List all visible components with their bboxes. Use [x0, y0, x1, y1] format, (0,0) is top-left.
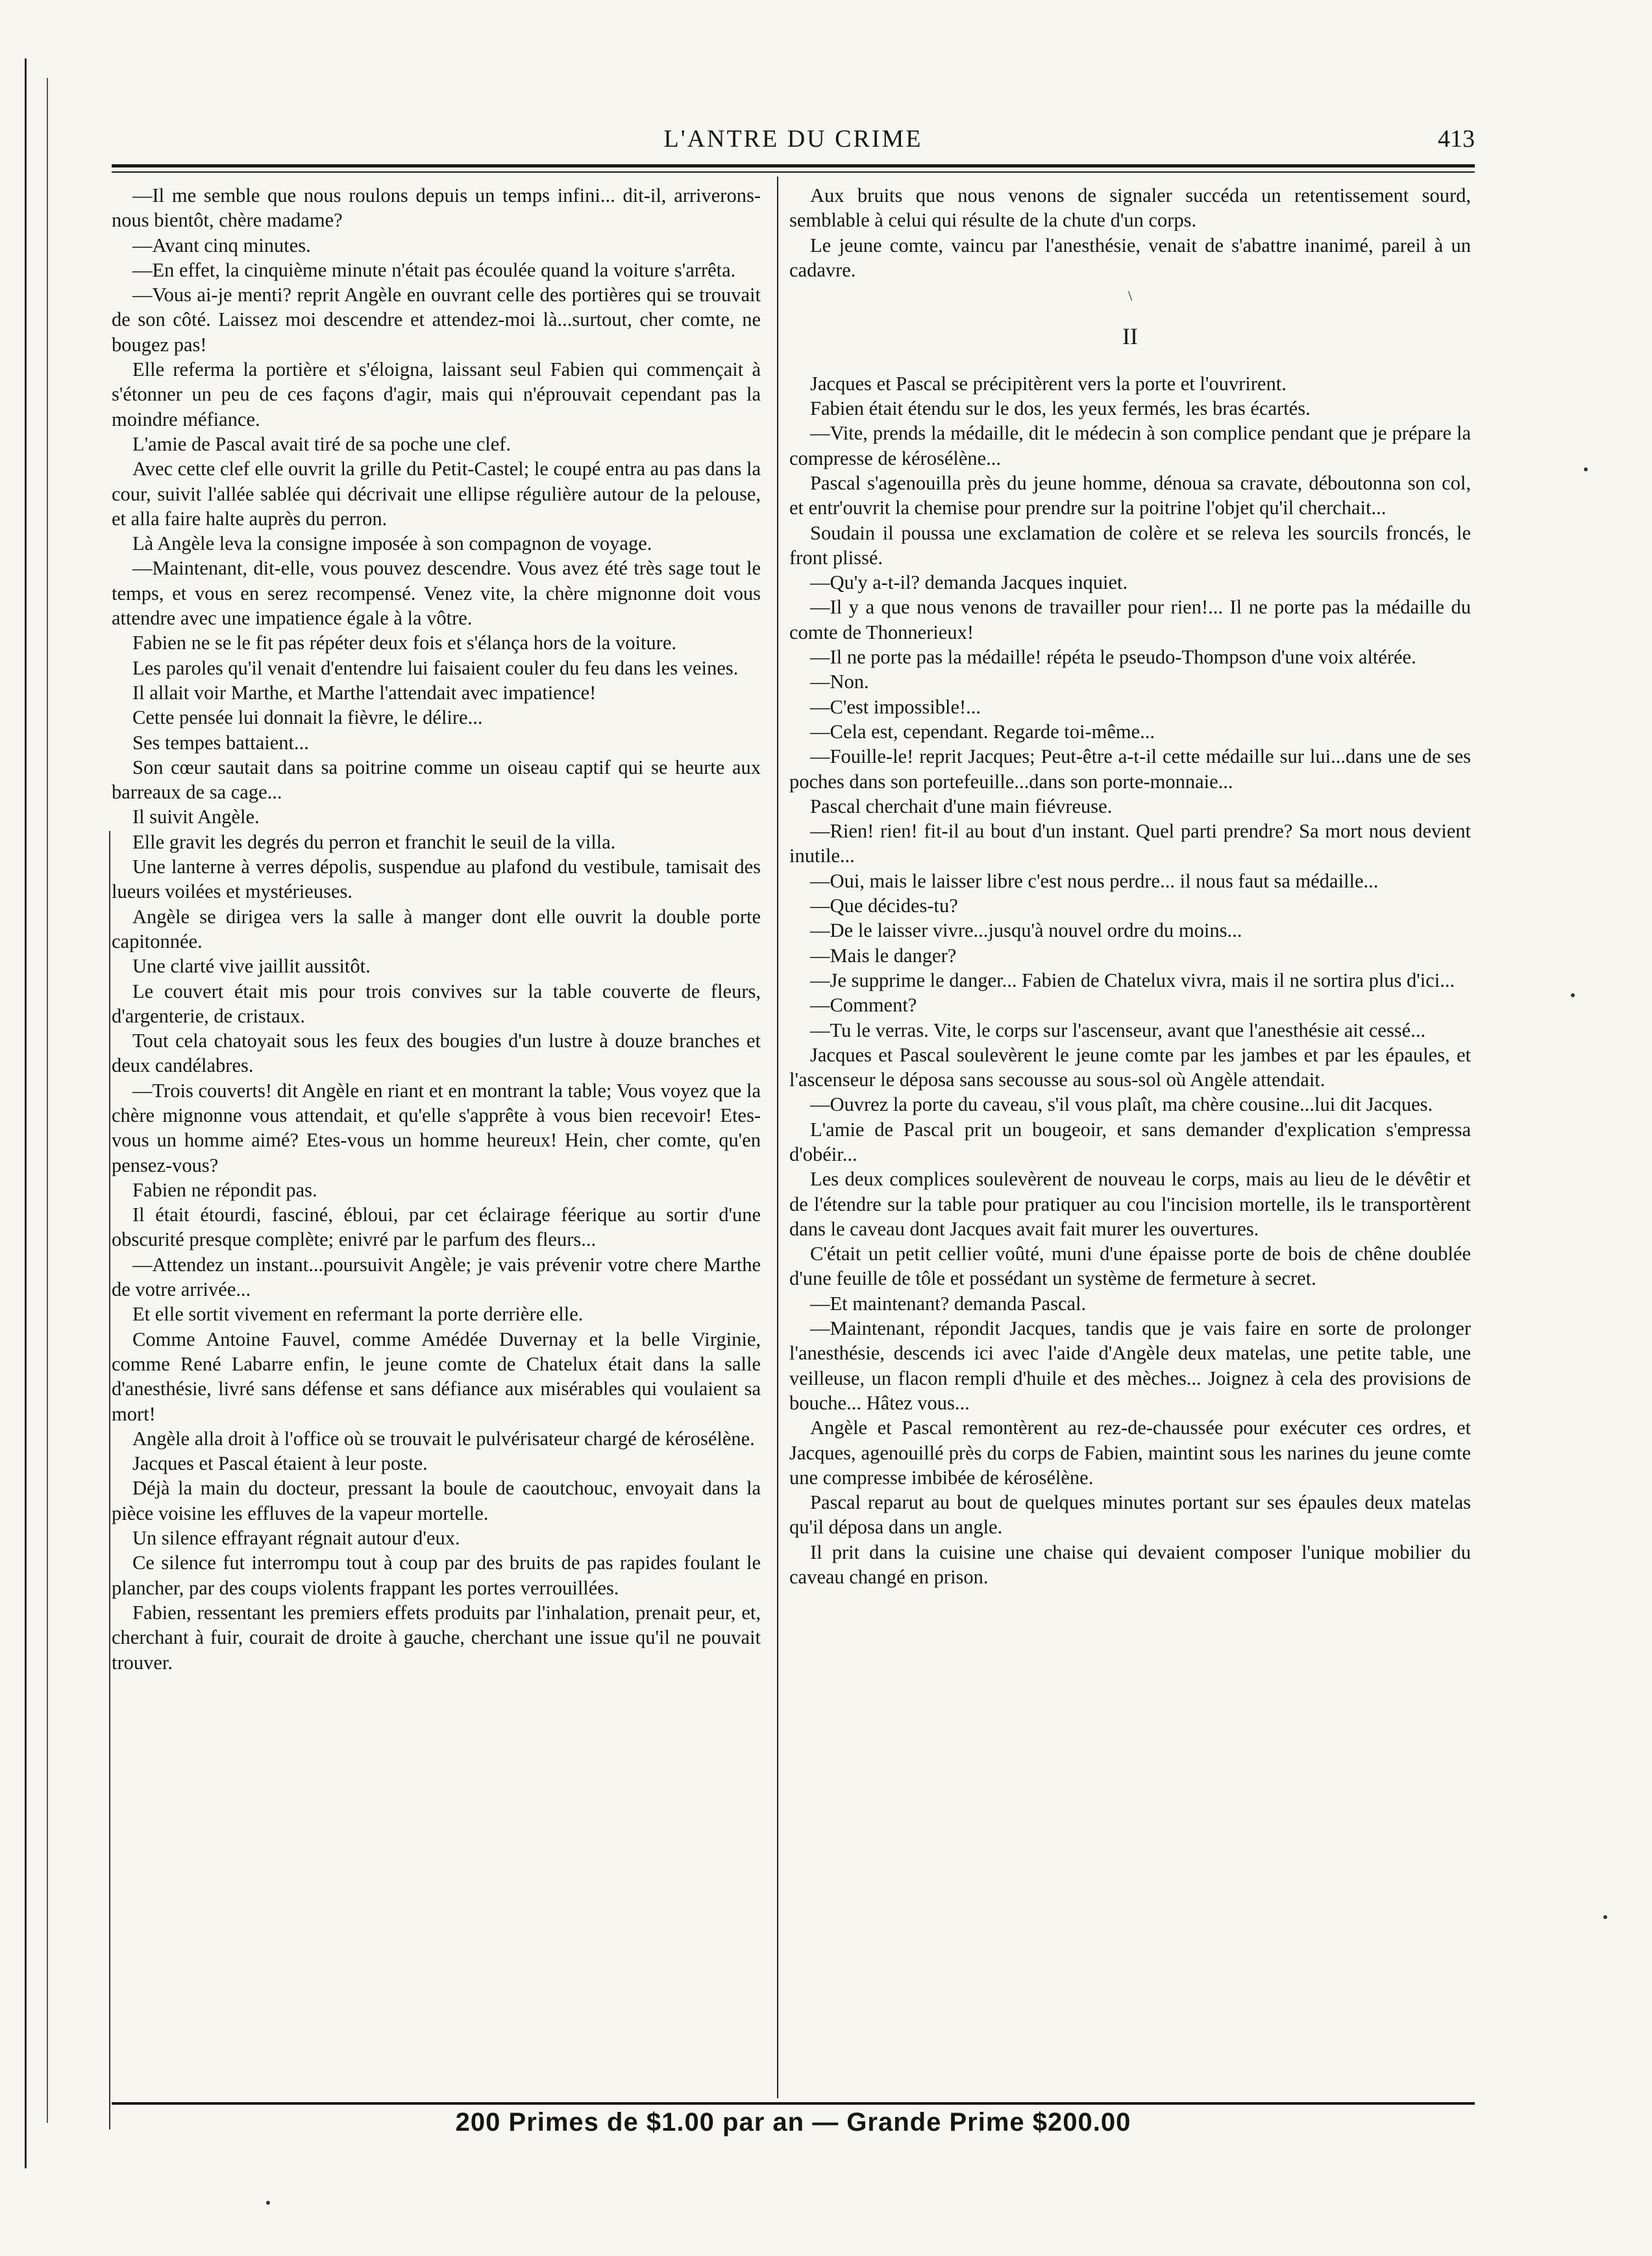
footer-rule — [112, 2102, 1475, 2105]
running-title: L'ANTRE DU CRIME — [663, 125, 923, 153]
right-column — [789, 183, 1471, 2098]
paragraph: —Fouille-le! reprit Jacques; Peut-être a-t-il cette médaille sur lui...dans une de ses poches dans son portefeuille...dans son porte-monnaie... — [789, 745, 1471, 793]
paragraph: Fabien ne répondit pas. — [132, 1178, 317, 1201]
margin-speck — [266, 2201, 270, 2205]
paragraph: —Qu'y a-t-il? demanda Jacques inquiet. — [810, 571, 1128, 594]
paragraph: —En effet, la cinquième minute n'était pas écoulée quand la voiture s'arrêta. — [132, 258, 736, 281]
section-heading: II — [1122, 323, 1138, 350]
paragraph: L'amie de Pascal avait tiré de sa poche une clef. — [132, 432, 512, 455]
paragraph: —Tu le verras. Vite, le corps sur l'ascenseur, avant que l'anesthésie ait cessé... — [810, 1019, 1426, 1041]
paragraph: —Avant cinq minutes. — [132, 234, 311, 256]
paragraph: —Comment? — [810, 994, 917, 1017]
binding-edge-line — [109, 831, 110, 2129]
paragraph: Fabien ne se le fit pas répéter deux fois et s'élança hors de la voiture. — [132, 632, 677, 654]
paragraph: Soudain il poussa une exclamation de colère et se releva les sourcils froncés, le front plissé. — [789, 521, 1471, 569]
paragraph: Pascal cherchait d'une main fiévreuse. — [810, 795, 1113, 817]
paragraph: Jacques et Pascal étaient à leur poste. — [132, 1452, 428, 1475]
paragraph: Et elle sortit vivement en refermant la porte derrière elle. — [132, 1303, 584, 1326]
paragraph: Pascal s'agenouilla près du jeune homme, dénoua sa cravate, déboutonna son col, et entr'ouvrit la chemise pour prendre sur la poitrine l'objet qu'il cherchait... — [789, 471, 1471, 519]
header-rule-thin — [112, 171, 1475, 173]
paragraph: —Oui, mais le laisser libre c'est nous perdre... il nous faut sa médaille... — [810, 869, 1379, 892]
paragraph: Cette pensée lui donnait la fièvre, le délire... — [132, 706, 483, 729]
paragraph: —Maintenant, dit-elle, vous pouvez descendre. Vous avez été très sage tout le temps, et vous en serez recompensé. Venez vite, la chère mignonne doit vous attendre avec une impatience égale à la vôtre. — [112, 557, 761, 630]
paragraph: L'amie de Pascal prit un bougeoir, et sans demander d'explication s'empressa d'obéir... — [789, 1118, 1471, 1165]
paragraph: —Cela est, cependant. Regarde toi-même... — [810, 720, 1155, 743]
footer-advert: 200 Primes de $1.00 par an — Grande Prime $200.00 — [455, 2108, 1131, 2137]
paragraph: —Ouvrez la porte du caveau, s'il vous plaît, ma chère cousine...lui dit Jacques. — [810, 1093, 1433, 1116]
paragraph: —Attendez un instant...poursuivit Angèle; je vais prévenir votre chere Marthe de votre arrivée... — [112, 1253, 761, 1301]
binding-edge-line — [25, 58, 27, 2168]
paragraph: Le jeune comte, vaincu par l'anesthésie, venait de s'abattre inanimé, pareil à un cadavre. — [789, 234, 1471, 281]
paragraph: —Trois couverts! dit Angèle en riant et en montrant la table; Vous voyez que la chère mignonne vous attendait, et qu'elle s'apprête à vous bien recevoir! Etes-vous un homme aimé? Etes-vous un homme heureux! Hein, cher comte, qu'en pensez-vous? — [112, 1079, 761, 1176]
paragraph: Il allait voir Marthe, et Marthe l'attendait avec impatience! — [132, 681, 597, 704]
right-column-bottom — [789, 371, 1471, 1590]
paragraph: Là Angèle leva la consigne imposée à son compagnon de voyage. — [132, 532, 652, 555]
paragraph: Jacques et Pascal se précipitèrent vers la porte et l'ouvrirent. — [810, 372, 1287, 395]
margin-speck — [1584, 467, 1588, 471]
paragraph: Angèle se dirigea vers la salle à manger dont elle ouvrit la double porte capitonnée. — [112, 905, 761, 952]
paragraph: Ses tempes battaient... — [132, 731, 309, 754]
page-header — [112, 122, 1475, 161]
paragraph: —Et maintenant? demanda Pascal. — [810, 1292, 1087, 1315]
paragraph: Il prit dans la cuisine une chaise qui devaient composer l'unique mobilier du caveau changé en prison. — [789, 1541, 1471, 1589]
paragraph: —Il me semble que nous roulons depuis un temps infini... dit-il, arriverons-nous bientôt, chère madame? — [112, 184, 761, 232]
header-rule — [112, 164, 1475, 167]
margin-speck — [1603, 1915, 1607, 1919]
paragraph: Avec cette clef elle ouvrit la grille du Petit-Castel; le coupé entra au pas dans la cour, suivit l'allée sablée qui décrivait une ellipse régulière autour de la pelouse, et alla faire halte auprès du perron. — [112, 458, 761, 530]
paragraph: —Il y a que nous venons de travailler pour rien!... Il ne porte pas la médaille du comte de Thonnerieux! — [789, 596, 1471, 643]
paragraph: —Maintenant, répondit Jacques, tandis que je vais faire en sorte de prolonger l'anesthésie, descends ici avec l'aide d'Angèle deux matelas, une petite table, une veilleuse, un flacon rempli d'huile et des mèches... Joignez à cela des provisions de bouche... Hâtez vous... — [789, 1317, 1471, 1414]
paragraph: —Non. — [810, 671, 869, 693]
paragraph: Il suivit Angèle. — [132, 806, 260, 828]
paragraph: —Je supprime le danger... Fabien de Chatelux vivra, mais il ne sortira plus d'ici... — [810, 969, 1455, 991]
paragraph: Le couvert était mis pour trois convives sur la table couverte de fleurs, d'argenterie, de cristaux. — [112, 980, 761, 1027]
paragraph: —Rien! rien! fit-il au bout d'un instant. Quel parti prendre? Sa mort nous devient inutile... — [789, 820, 1471, 867]
paragraph: Pascal reparut au bout de quelques minutes portant sur ses épaules deux matelas qu'il déposa dans un angle. — [789, 1491, 1471, 1539]
paragraph: —Mais le danger? — [810, 944, 957, 967]
column-divider — [777, 177, 778, 2098]
paragraph: Il était étourdi, fasciné, ébloui, par cet éclairage féerique au sortir d'une obscurité presque complète; enivré par le parfum des fleurs... — [112, 1204, 761, 1251]
paragraph: Une clarté vive jaillit aussitôt. — [132, 955, 371, 978]
stray-mark: \ — [1128, 288, 1133, 304]
margin-speck — [1571, 993, 1575, 997]
paragraph: Angèle alla droit à l'office où se trouvait le pulvérisateur chargé de kérosélène. — [132, 1427, 755, 1450]
paragraph: Les paroles qu'il venait d'entendre lui faisaient couler du feu dans les veines. — [132, 656, 739, 679]
paragraph: Tout cela chatoyait sous les feux des bougies d'un lustre à douze branches et deux candélabres. — [112, 1030, 761, 1077]
paragraph: —Que décides-tu? — [810, 895, 958, 917]
paragraph: Un silence effrayant régnait autour d'eux. — [132, 1527, 460, 1550]
paragraph: Angèle et Pascal remontèrent au rez-de-chaussée pour exécuter ces ordres, et Jacques, agenouillé près du corps de Fabien, maintint sous les narines du jeune comte une compresse imbibée de kérosélène. — [789, 1417, 1471, 1489]
paragraph: Aux bruits que nous venons de signaler succéda un retentissement sourd, semblable à celui qui résulte de la chute d'un corps. — [789, 184, 1471, 232]
paragraph: Ce silence fut interrompu tout à coup par des bruits de pas rapides foulant le plancher, par des coups violents frappant les portes verrouillées. — [112, 1552, 761, 1599]
paragraph: Elle referma la portière et s'éloigna, laissant seul Fabien qui commençait à s'étonner un peu de ces façons d'agir, mais qui n'éprouvait cependant pas la moindre méfiance. — [112, 358, 761, 430]
binding-edge-line — [47, 78, 48, 2123]
paragraph: —C'est impossible!... — [810, 695, 981, 718]
paragraph: Les deux complices soulevèrent de nouveau le corps, mais au lieu de le dévêtir et de l'étendre sur la table pour pratiquer au cou l'incision mortelle, ils le transportèrent dans le caveau dont Jacques avait fait murer les ouvertures. — [789, 1168, 1471, 1240]
paragraph: Fabien, ressentant les premiers effets produits par l'inhalation, prenait peur, et, cherchant à fuir, courait de droite à gauche, cherchant une issue qu'il ne pouvait trouver. — [112, 1601, 761, 1674]
right-column-top — [789, 183, 1471, 282]
paragraph: Comme Antoine Fauvel, comme Amédée Duvernay et la belle Virginie, comme René Labarre enfin, le jeune comte de Chatelux était dans la salle d'anesthésie, livré sans défense et sans défiance aux misérables qui voulaient sa mort! — [112, 1328, 761, 1425]
paragraph: Déjà la main du docteur, pressant la boule de caoutchouc, envoyait dans la pièce voisine les effluves de la vapeur mortelle. — [112, 1477, 761, 1524]
left-column — [112, 183, 761, 2098]
paragraph: —De le laisser vivre...jusqu'à nouvel ordre du moins... — [810, 919, 1242, 942]
paragraph: —Vous ai-je menti? reprit Angèle en ouvrant celle des portières qui se trouvait de son côté. Laissez moi descendre et attendez-moi là...surtout, cher comte, ne bougez pas! — [112, 284, 761, 356]
paragraph: C'était un petit cellier voûté, muni d'une épaisse porte de bois de chêne doublée d'une feuille de tôle et possédant un système de fermeture à secret. — [789, 1243, 1471, 1290]
paragraph: —Il ne porte pas la médaille! répéta le pseudo-Thompson d'une voix altérée. — [810, 646, 1416, 669]
paragraph: Jacques et Pascal soulevèrent le jeune comte par les jambes et par les épaules, et l'ascenseur le déposa sans secousse au sous-sol où Angèle attendait. — [789, 1043, 1471, 1091]
paragraph: —Vite, prends la médaille, dit le médecin à son complice pendant que je prépare la compresse de kérosélène... — [789, 422, 1471, 469]
paragraph: Elle gravit les degrés du perron et franchit le seuil de la villa. — [132, 830, 616, 853]
paragraph: Une lanterne à verres dépolis, suspendue au plafond du vestibule, tamisait des lueurs voilées et mystérieuses. — [112, 856, 761, 903]
paragraph: Son cœur sautait dans sa poitrine comme un oiseau captif qui se heurte aux barreaux de sa cage... — [112, 756, 761, 804]
page-number: 413 — [1438, 125, 1475, 153]
paragraph: Fabien était étendu sur le dos, les yeux fermés, les bras écartés. — [810, 397, 1311, 420]
